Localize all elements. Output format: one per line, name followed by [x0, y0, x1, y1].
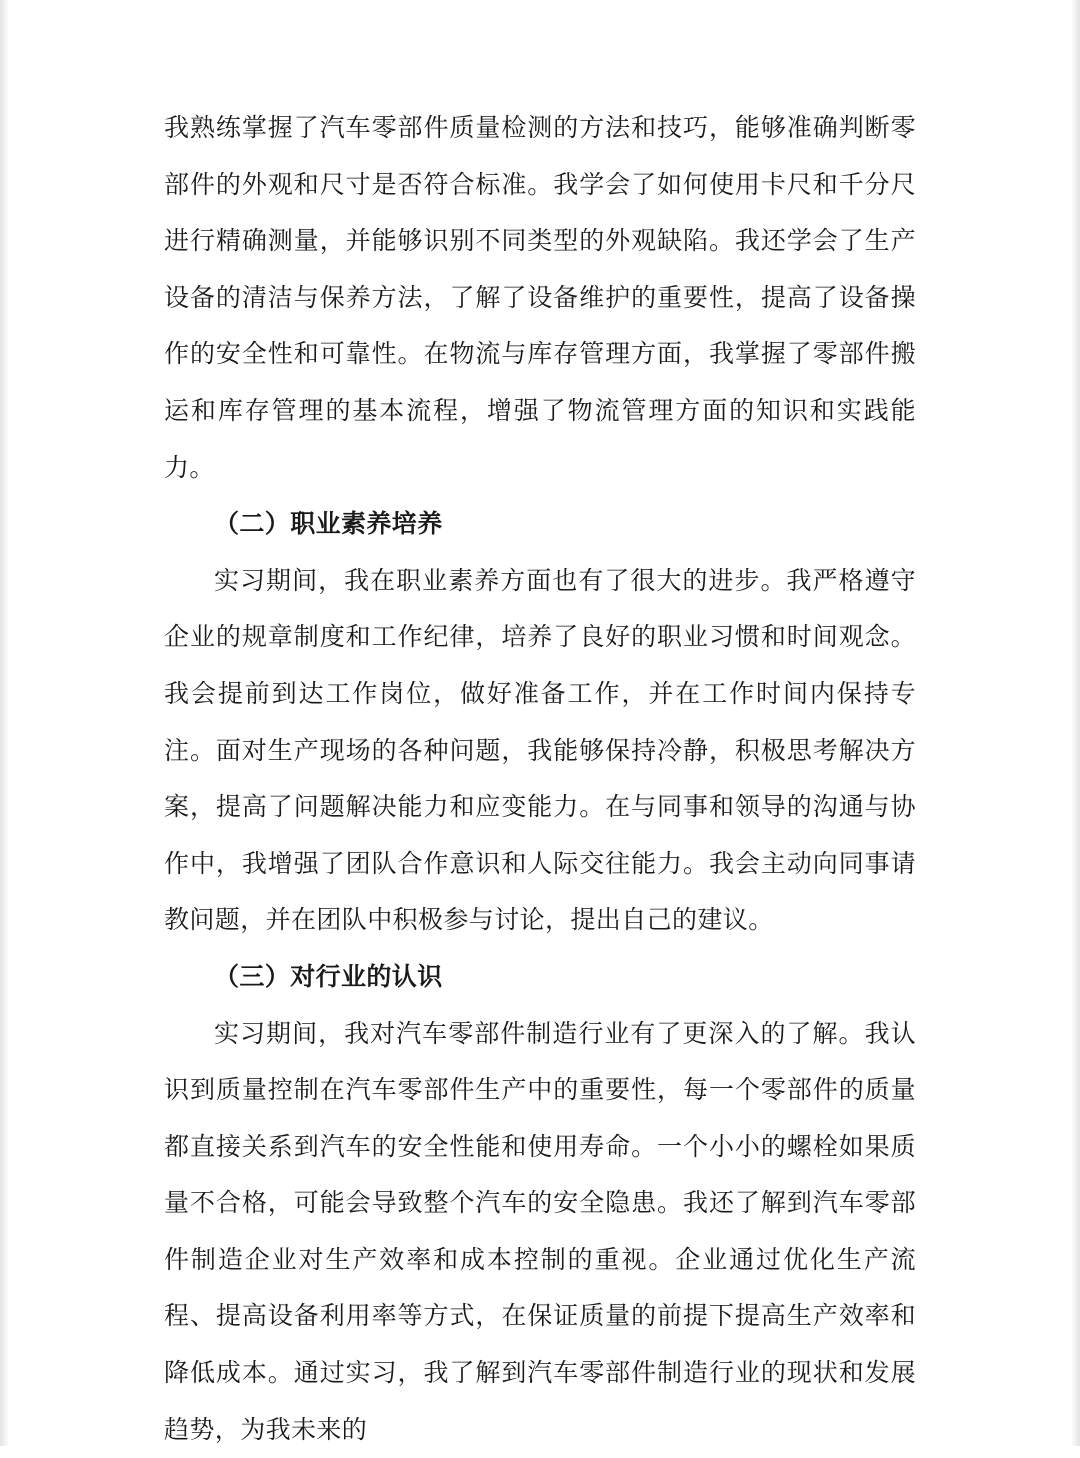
section-heading-professional-quality: （二）职业素养培养	[164, 496, 916, 553]
section-heading-industry-understanding: （三）对行业的认识	[164, 949, 916, 1006]
paragraph-industry-understanding: 实习期间，我对汽车零部件制造行业有了更深入的了解。我认识到质量控制在汽车零部件生产中的重要性，每一个零部件的质量都直接关系到汽车的安全性能和使用寿命。一个小小的螺栓如果质量不合格，可能会导致整个汽车的安全隐患。我还了解到汽车零部件制造企业对生产效率和成本控制的重视。企业通过优化生产流程、提高设备利用率等方式，在保证质量的前提下提高生产效率和降低成本。通过实习，我了解到汽车零部件制造行业的现状和发展趋势，为我未来的	[164, 1006, 916, 1458]
paragraph-skills: 我熟练掌握了汽车零部件质量检测的方法和技巧，能够准确判断零部件的外观和尺寸是否符合标准。我学会了如何使用卡尺和千分尺进行精确测量，并能够识别不同类型的外观缺陷。我还学会了生产设备的清洁与保养方法，了解了设备维护的重要性，提高了设备操作的安全性和可靠性。在物流与库存管理方面，我掌握了零部件搬运和库存管理的基本流程，增强了物流管理方面的知识和实践能力。	[164, 100, 916, 496]
page-edge-left	[0, 0, 9, 1446]
page-edge-right	[1071, 0, 1080, 1446]
paragraph-professional-quality: 实习期间，我在职业素养方面也有了很大的进步。我严格遵守企业的规章制度和工作纪律，培养了良好的职业习惯和时间观念。我会提前到达工作岗位，做好准备工作，并在工作时间内保持专注。面对生产现场的各种问题，我能够保持冷静，积极思考解决方案，提高了问题解决能力和应变能力。在与同事和领导的沟通与协作中，我增强了团队合作意识和人际交往能力。我会主动向同事请教问题，并在团队中积极参与讨论，提出自己的建议。	[164, 553, 916, 949]
document-page	[164, 100, 916, 1458]
